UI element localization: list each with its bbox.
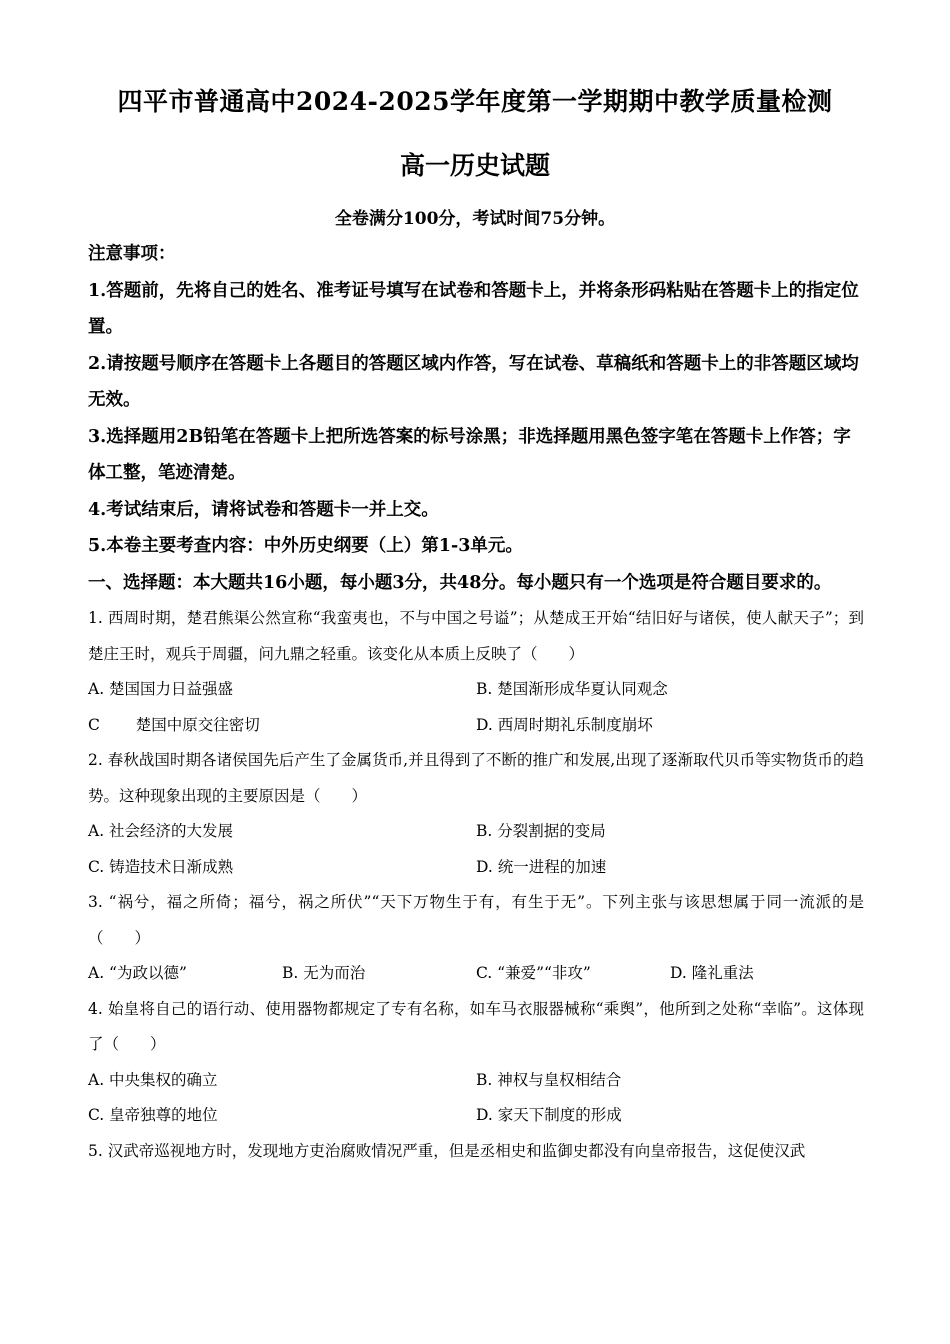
option-a: A. “为政以德” (88, 964, 187, 982)
option-b: B. 楚国渐形成华夏认同观念 (476, 680, 668, 698)
question-options (88, 1063, 864, 1134)
notice-item-2: 2.请按题号顺序在答题卡上各题目的答题区域内作答，写在试卷、草稿纸和答题卡上的非答题区域均无效。 (88, 353, 859, 410)
notice-item-5: 5.本卷主要考查内容：中外历史纲要（上）第1-3单元。 (88, 536, 523, 556)
option-b: B. 神权与皇权相结合 (476, 1070, 622, 1089)
question-stem: 1. 西周时期，楚君熊渠公然宣称“我蛮夷也，不与中国之号谥”；从楚成王开始“结旧好与诸侯，使人献天子”；到楚庄王时，观兵于周疆，问九鼎之轻重。该变化从本质上反映了（ ） (88, 609, 864, 663)
question-options (88, 814, 864, 885)
option-b: B. 分裂割据的变局 (476, 822, 606, 840)
option-a: A. 中央集权的确立 (88, 1070, 218, 1089)
question-5 (88, 1134, 864, 1170)
option-a: A. 楚国国力日益强盛 (88, 680, 234, 698)
notice-item-1: 1.答题前，先将自己的姓名、准考证号填写在试卷和答题卡上，并将条形码粘贴在答题卡上的指定位置。 (88, 280, 859, 337)
option-d: D. 西周时期礼乐制度崩坏 (476, 715, 653, 734)
question-stem: 4. 始皇将自己的语行动、使用器物都规定了专有名称，如车马衣服器械称“乘舆”，他所到之处称“幸临”。这体现了（ ） (88, 999, 864, 1053)
question-stem: 3. “祸兮，福之所倚；福兮，祸之所伏”“天下万物生于有，有生于无”。下列主张与该思想属于同一流派的是（ ） (88, 893, 864, 947)
question-2 (88, 743, 864, 885)
question-3 (88, 885, 864, 992)
option-d: D. 家天下制度的形成 (476, 1106, 622, 1124)
exam-title: 四平市普通高中2024-2025学年度第一学期期中教学质量检测 (117, 87, 833, 116)
exam-body (88, 236, 864, 1169)
option-c: C. 皇帝独尊的地位 (88, 1106, 218, 1124)
question-options (88, 672, 864, 743)
question-4 (88, 992, 864, 1134)
option-b: B. 无为而治 (282, 964, 366, 982)
option-a: A. 社会经济的大发展 (88, 822, 234, 840)
question-stem: 2. 春秋战国时期各诸侯国先后产生了金属货币,并且得到了不断的推广和发展,出现了逐渐取代贝币等实物货币的趋势。这种现象出现的主要原因是（ ） (88, 751, 864, 805)
question-1 (88, 601, 864, 743)
exam-score-time-note: 全卷满分100分，考试时间75分钟。 (334, 209, 616, 229)
exam-subtitle: 高一历史试题 (399, 151, 550, 180)
option-c: C 楚国中原交往密切 (88, 715, 260, 734)
option-c: C. 铸造技术日渐成熟 (88, 857, 234, 876)
question-stem: 5. 汉武帝巡视地方时，发现地方吏治腐败情况严重，但是丞相史和监御史都没有向皇帝报告，这促使汉武 (88, 1141, 806, 1160)
option-d: D. 隆礼重法 (670, 964, 754, 982)
section-heading: 一、选择题：本大题共16小题，每小题3分，共48分。每小题只有一个选项是符合题目要求的。 (88, 572, 832, 593)
notice-item-3: 3.选择题用2B铅笔在答题卡上把所选答案的标号涂黑；非选择题用黑色签字笔在答题卡上作答；字体工整，笔迹清楚。 (88, 426, 851, 483)
notice-item-4: 4.考试结束后，请将试卷和答题卡一并上交。 (88, 499, 439, 520)
question-options (88, 956, 864, 992)
option-d: D. 统一进程的加速 (476, 857, 607, 876)
option-c: C. “兼爱”“非攻” (476, 964, 591, 982)
notice-heading: 注意事项： (88, 244, 176, 264)
